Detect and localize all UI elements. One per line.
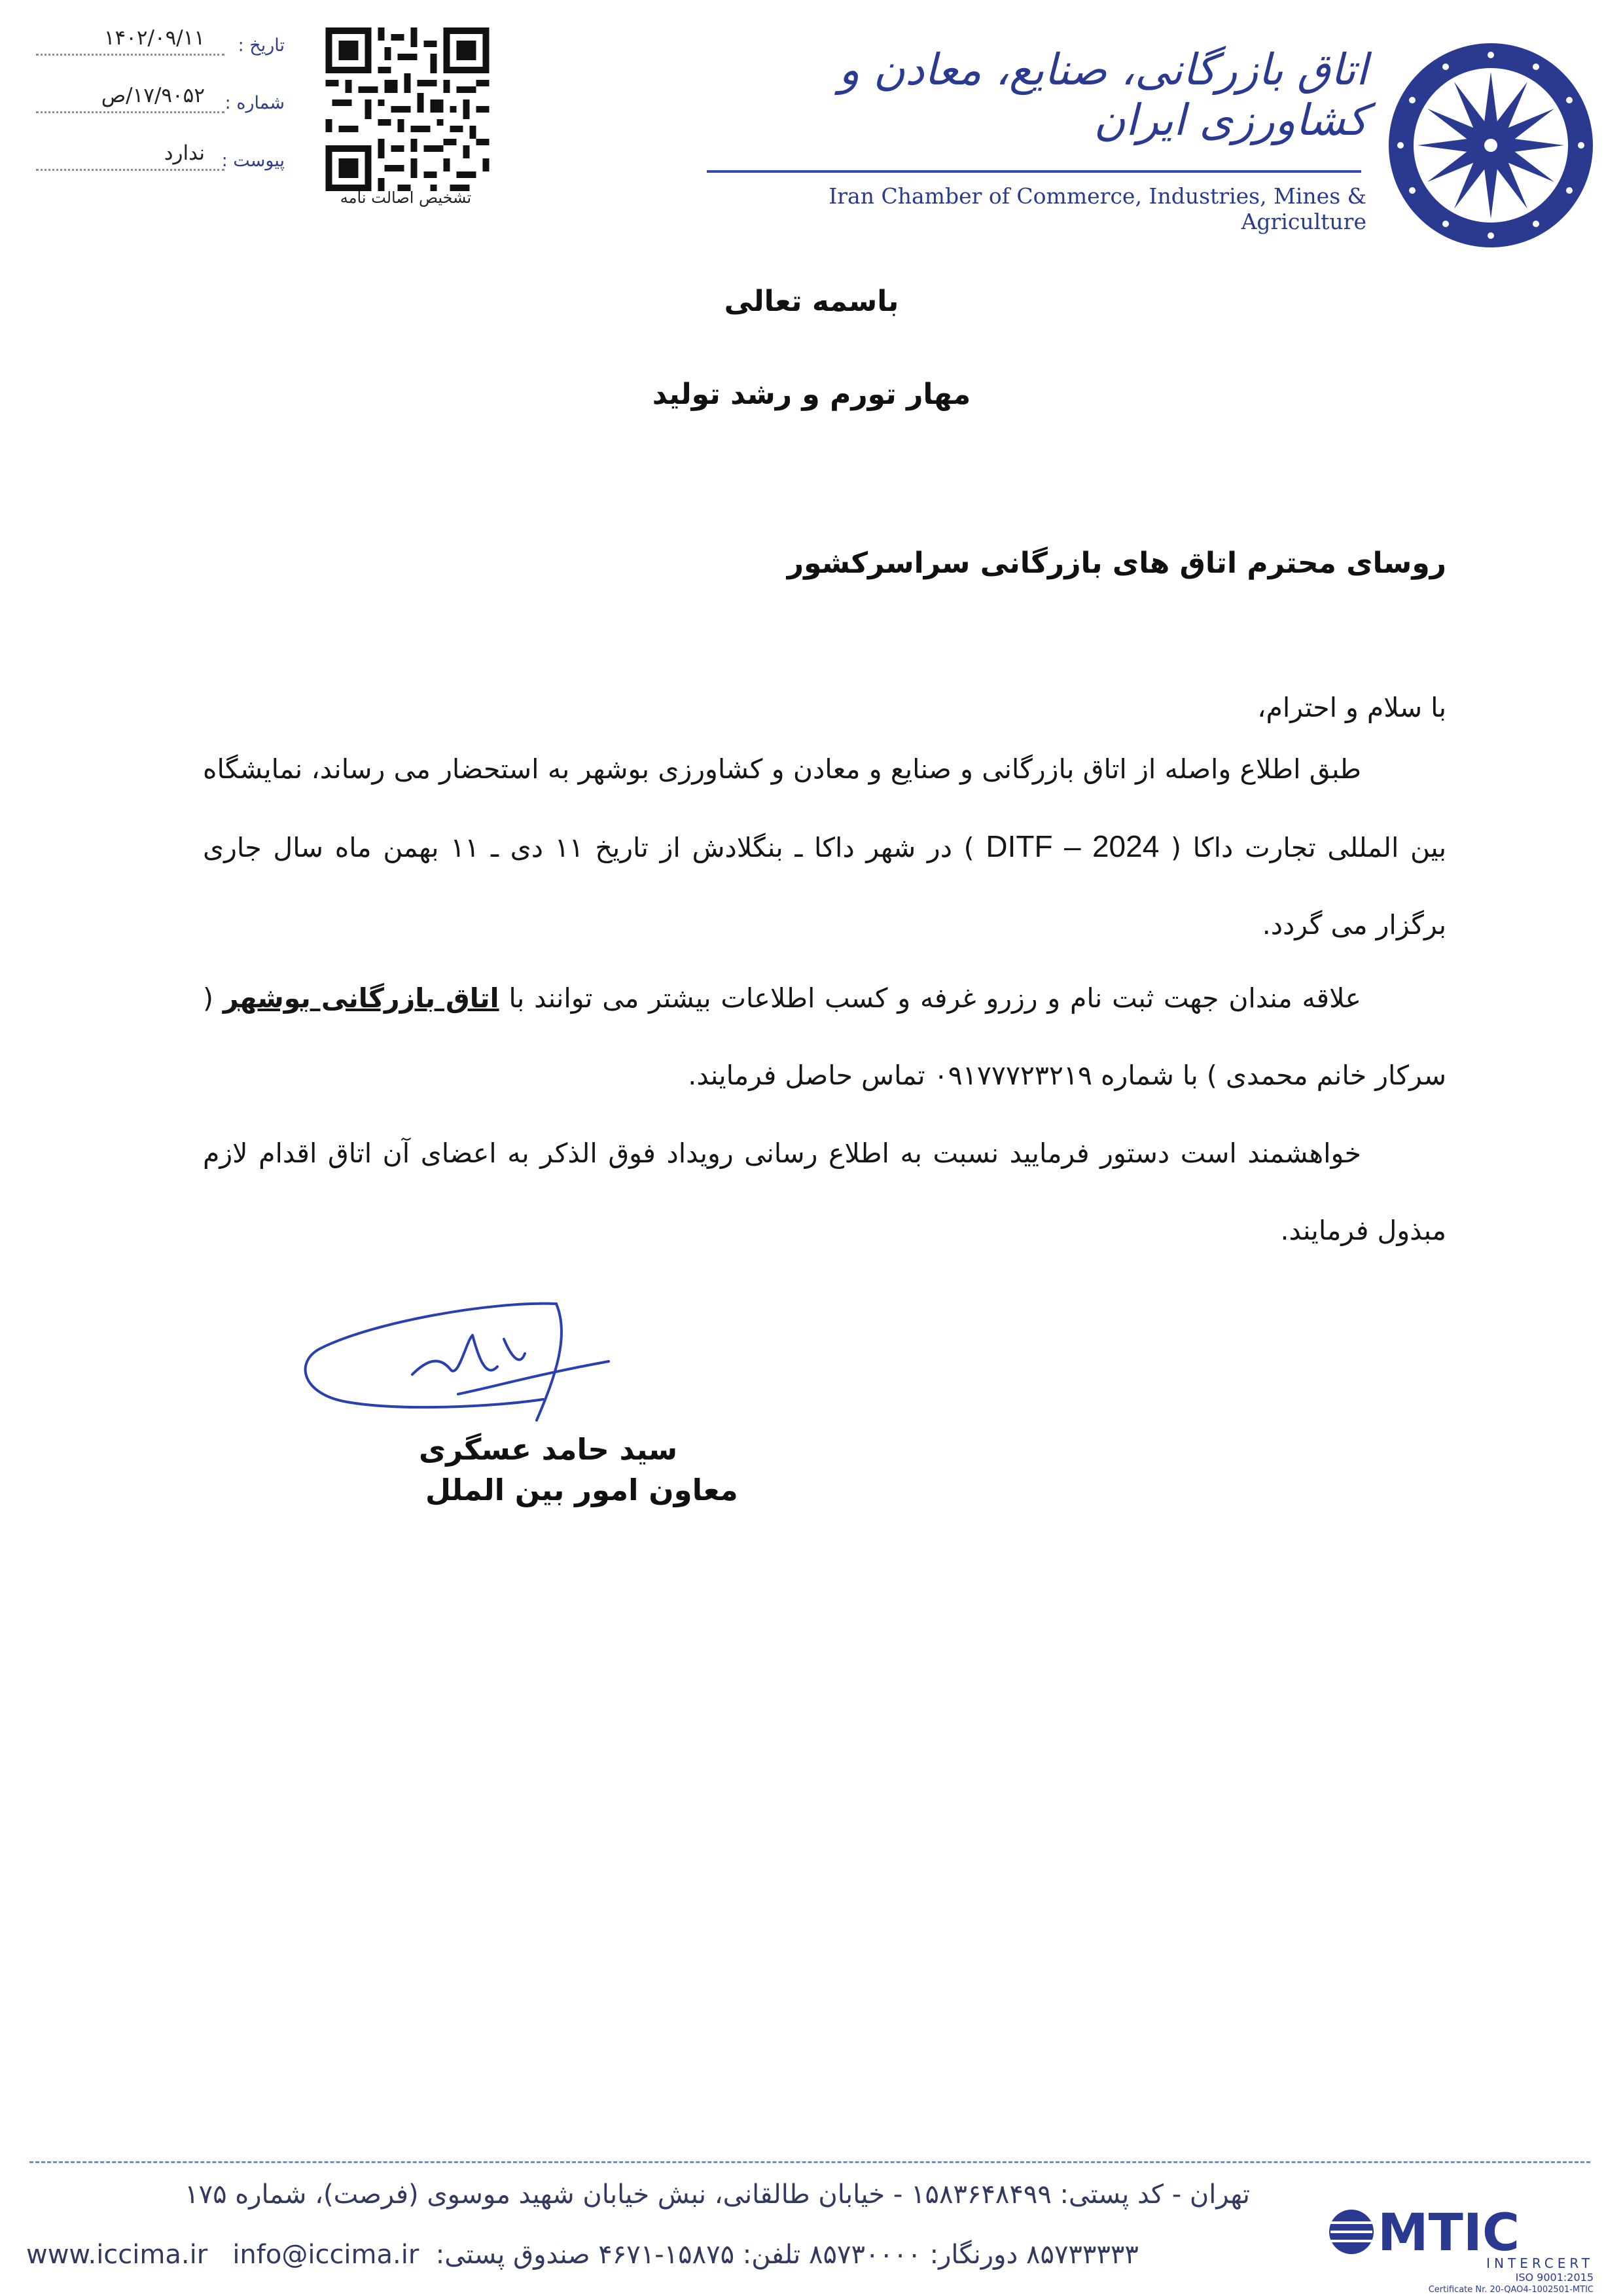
signer-title: معاون امور بین الملل [425, 1473, 738, 1507]
paragraph-contact-part2: ( سرکار خانم محمدی ) با شماره ۰۹۱۷۷۷۲۳۲۱۹ تماس حاصل فرمایند. [203, 982, 1446, 1091]
paragraph-announcement-part2: ) در شهر داکا ـ بنگلادش از تاریخ ۱۱ دی ـ ۱۱ بهمن ماه سال جاری برگزار می گردد. [203, 832, 1446, 941]
number-label: شماره : [224, 93, 285, 113]
paragraph-contact [203, 960, 1446, 1114]
chamber-name-en: Iran Chamber of Commerce, Industries, Mines & Agriculture [829, 183, 1366, 234]
footer-divider [29, 2161, 1590, 2163]
mtic-certification-logo [1325, 2186, 1600, 2294]
contact-numbers: ۸۵۷۳۳۳۳۳ دورنگار: ۸۵۷۳۰۰۰۰ تلفن: ۱۵۸۷۵-۴۶۷۱ صندوق پستی: [435, 2240, 1139, 2270]
mtic-iso: ISO 9001:2015 [1515, 2271, 1594, 2284]
mtic-certificate: Certificate Nr. 20-QAO4-1002501-MTIC [1428, 2285, 1594, 2294]
number-value: ۱۷/۹۰۵۲/ص [99, 84, 207, 107]
attachment-row [36, 141, 285, 181]
mtic-intercert: INTERCERT [1486, 2255, 1594, 2271]
paragraph-request: خواهشمند است دستور فرمایید نسبت به اطلاع رسانی رویداد فوق الذکر به اعضای آن اتاق اقدام لازم مبذول فرمایند. [203, 1138, 1446, 1246]
chamber-name-fa: اتاق بازرگانی، صنایع، معادن و کشاورزی ایران [838, 45, 1368, 145]
number-dotted-line [36, 111, 224, 113]
year-slogan: مهار تورم و رشد تولید [652, 378, 971, 411]
date-row [36, 26, 285, 65]
chamber-emblem-icon [1386, 41, 1596, 250]
qr-code-icon[interactable] [324, 27, 491, 191]
footer-contact-line [26, 2240, 1139, 2270]
date-dotted-line [36, 54, 224, 56]
paragraph-announcement [203, 730, 1446, 963]
date-value: ۱۴۰۲/۰۹/۱۱ [101, 26, 207, 50]
paragraph-announcement-part1: طبق اطلاع واصله از اتاق بازرگانی و صنایع و معادن و کشاورزی بوشهر به استحضار می رساند، نمایشگاه بین المللی تجارت داکا ( [203, 753, 1446, 863]
footer-address: تهران - کد پستی: ۱۵۸۳۶۴۸۴۹۹ - خیابان طالقانی، نبش خیابان شهید موسوی (فرصت)، شماره ۱۷۵ [185, 2179, 1250, 2210]
greeting: با سلام و احترام، [1257, 692, 1446, 723]
bismillah-heading: باسمه تعالی [724, 285, 899, 318]
email-link[interactable]: info@iccima.ir [232, 2240, 419, 2270]
attachment-label: پیوست : [221, 151, 285, 171]
attachment-value: ندارد [162, 141, 207, 165]
event-code: DITF – 2024 [986, 829, 1160, 863]
letterhead-divider [707, 170, 1361, 173]
recipient-line: روسای محترم اتاق های بازرگانی سراسرکشور [787, 547, 1446, 580]
date-label: تاریخ : [238, 35, 285, 56]
number-row [36, 84, 285, 123]
website-link[interactable]: www.iccima.ir [26, 2240, 208, 2270]
mtic-wordmark: MTIC [1378, 2204, 1520, 2263]
paragraph-contact-part1: علاقه مندان جهت ثبت نام و رزرو غرفه و کسب اطلاعات بیشتر می توانند با [508, 982, 1361, 1014]
bushehr-chamber-name: اتاق بازرگانی بوشهر [223, 982, 499, 1014]
signer-name: سید حامد عسگری [419, 1432, 678, 1467]
qr-caption: تشخیص اصالت نامه [340, 188, 472, 207]
attachment-dotted-line [36, 169, 224, 171]
